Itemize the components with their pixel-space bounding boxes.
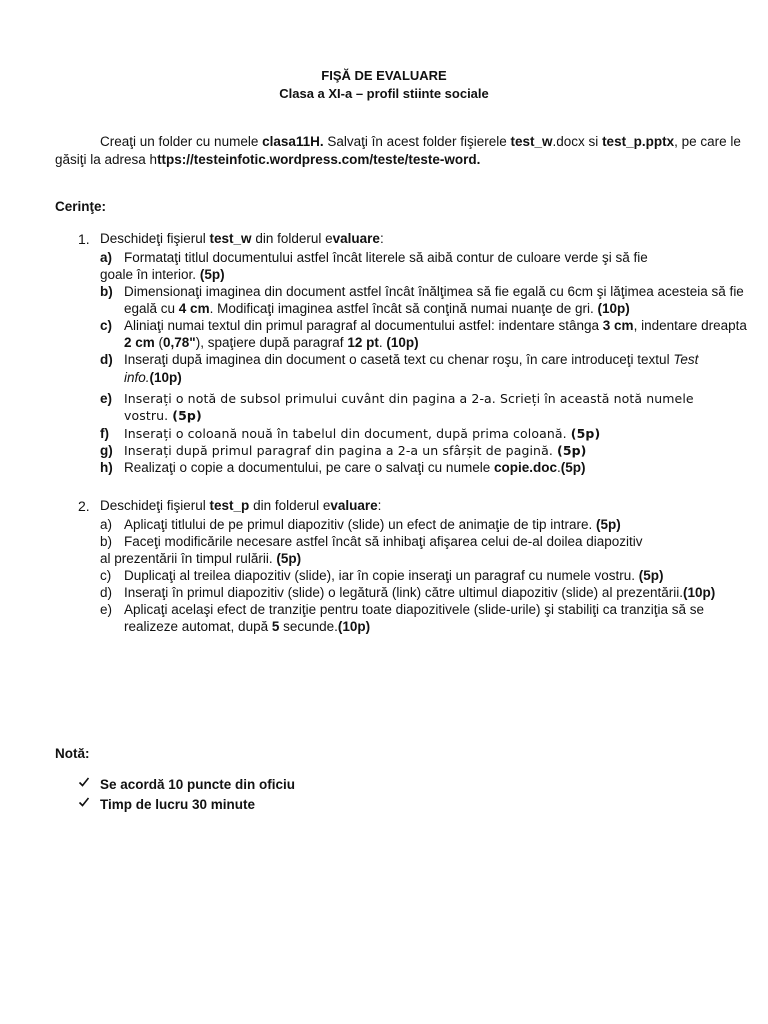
q2-e-line-1: Aplicaţi acelaşi efect de tranziţie pentru toate diapozitivele (slide-urile) şi stabiliţi ca tranziţia să se: [124, 602, 705, 617]
q1-f-label: f): [100, 426, 109, 441]
q1-a-label: a): [100, 250, 113, 265]
q1-a-line-1: Formataţi titlul documentului astfel încât literele să aibă contur de culoare verde şi să fie: [124, 250, 648, 265]
q2-e-label: e): [100, 602, 113, 617]
q1-d-line-2: info.(10p): [124, 370, 182, 385]
note-item-2: Timp de lucru 30 minute: [100, 797, 256, 812]
q1-g-label: g): [100, 443, 113, 458]
q2-c-label: c): [100, 568, 112, 583]
requirements-heading: Cerinţe:: [55, 199, 107, 214]
q2-b-label: b): [100, 534, 113, 549]
q2-d-label: d): [100, 585, 113, 600]
q2-d-line-1: Inseraţi în primul diapozitiv (slide) o legătură (link) către ultimul diapozitiv (slide) al prezentării.(10p): [124, 585, 716, 600]
q2-a-line-1: Aplicaţi titlului de pe primul diapozitiv (slide) un efect de animaţie de tip intrare. (5p): [124, 517, 621, 532]
q1-f-line-1: Inserați o coloană nouă în tabelul din document, după prima coloană. (5p): [124, 426, 601, 441]
q2-number: 2.: [78, 498, 90, 514]
q1-d-line-1: Inseraţi după imaginea din document o casetă text cu chenar roşu, în care introduceţi textul Test: [124, 352, 699, 367]
q1-c-label: c): [100, 318, 113, 333]
q1-h-line-1: Realizaţi o copie a documentului, pe care o salvaţi cu numele copie.doc.(5p): [124, 460, 586, 475]
checkmark-icon: [78, 796, 90, 811]
note-item-1: Se acordă 10 puncte din oficiu: [100, 777, 296, 792]
q1-d-label: d): [100, 352, 113, 367]
checkmark-icon: [78, 776, 90, 791]
q2-e-line-2: realizeze automat, după 5 secunde.(10p): [124, 619, 371, 634]
q1-e-label: e): [100, 391, 113, 406]
page-title: FIŞĂ DE EVALUARE: [321, 68, 447, 83]
q1-c-line-1: Aliniaţi numai textul din primul paragraf al documentului astfel: indentare stânga 3 cm, indentare dreapta: [124, 318, 747, 333]
q1-number: 1.: [78, 231, 90, 247]
q1-g-line-1: Inserați după primul paragraf din pagina a 2-a un sfârșit de pagină. (5p): [124, 443, 587, 458]
q2-heading: Deschideţi fişierul test_p din folderul evaluare:: [100, 498, 382, 513]
q1-b-line-2: egală cu 4 cm. Modificaţi imaginea astfel încât să conţină numai nuanţe de gri. (10p): [124, 301, 630, 316]
intro-line-2: găsiţi la adresa https://testeinfotic.wordpress.com/teste/teste-word.: [55, 152, 481, 167]
intro-line-1: Creaţi un folder cu numele clasa11H. Salvaţi în acest folder fişierele test_w.docx si test_p.pptx, pe care le: [100, 134, 741, 149]
q1-b-label: b): [100, 284, 113, 299]
q1-heading: Deschideţi fişierul test_w din folderul evaluare:: [100, 231, 384, 246]
q1-b-line-1: Dimensionaţi imaginea din document astfel încât înălţimea să fie egală cu 6cm şi lăţimea acesteia să fie: [124, 284, 744, 299]
q1-h-label: h): [100, 460, 113, 475]
q2-c-line-1: Duplicaţi al treilea diapozitiv (slide), iar în copie inseraţi un paragraf cu numele vostru. (5p): [124, 568, 664, 583]
q2-a-label: a): [100, 517, 113, 532]
q1-c-line-2: 2 cm (0,78"), spaţiere după paragraf 12 pt. (10p): [124, 335, 419, 350]
note-heading: Notă:: [55, 746, 90, 761]
page-subtitle: Clasa a XI-a – profil stiinte sociale: [279, 86, 489, 101]
q2-b-line-1: Faceţi modificările necesare astfel încât să inhibaţi afişarea celui de-al doilea diapozitiv: [124, 534, 643, 549]
q1-e-line-2: vostru. (5p): [124, 408, 202, 423]
q1-a-line-2: goale în interior. (5p): [100, 267, 225, 282]
q2-b-line-2: al prezentării în timpul rulării. (5p): [100, 551, 302, 566]
q1-e-line-1: Inserați o notă de subsol primului cuvânt din pagina a 2-a. Scrieți în această notă numele: [124, 391, 694, 406]
web-address: ttps://testeinfotic.wordpress.com/teste/teste-word.: [157, 152, 481, 167]
